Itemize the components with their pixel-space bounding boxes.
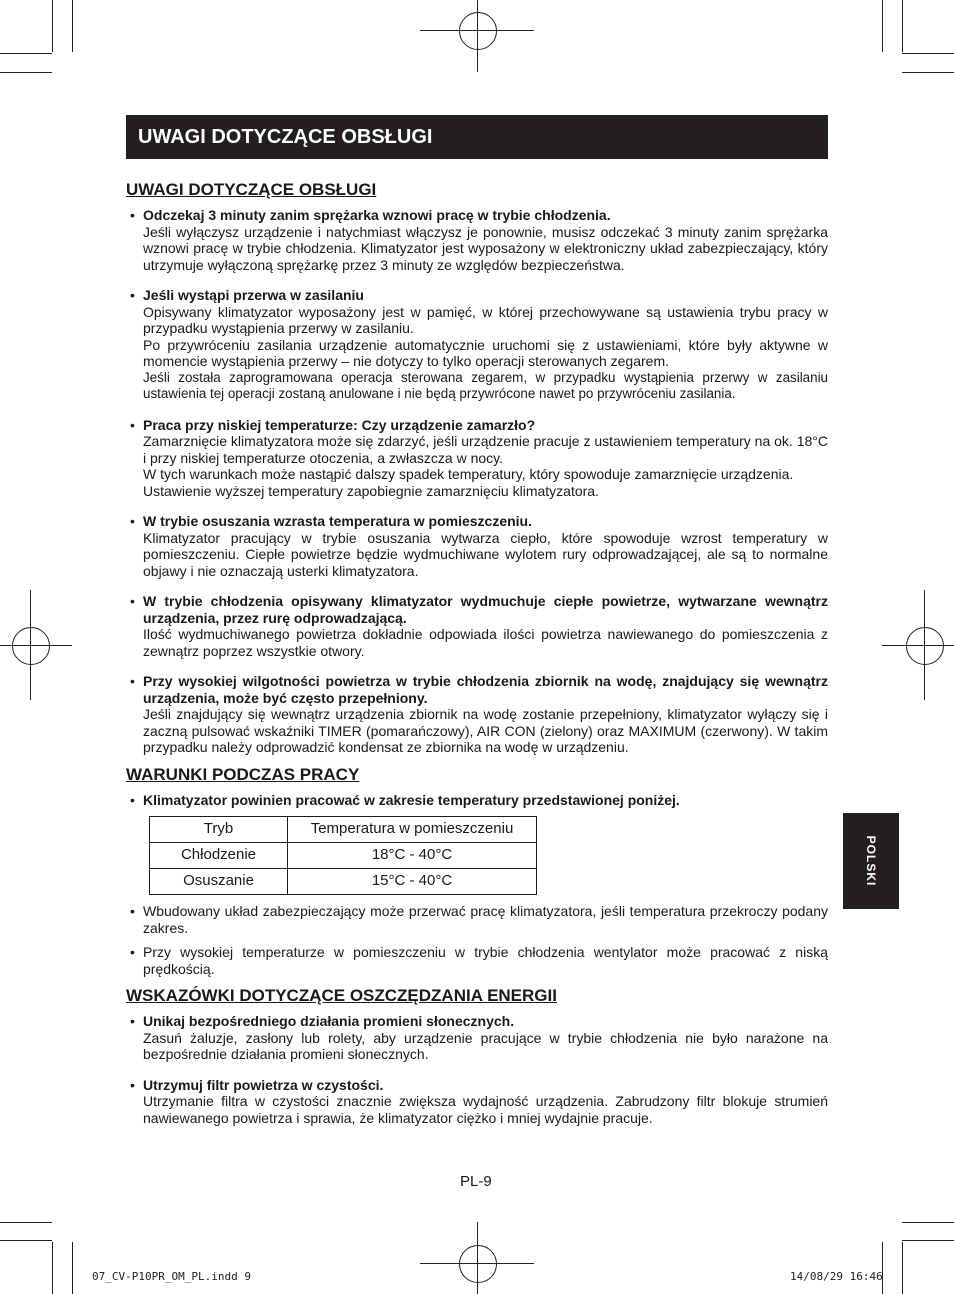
- crop-mark: [0, 1222, 52, 1223]
- page-number: PL-9: [460, 1173, 492, 1190]
- note-title: Jeśli wystąpi przerwa w zasilaniu: [143, 287, 364, 303]
- table-cell: 18°C - 40°C: [288, 843, 537, 869]
- note-item: [126, 903, 828, 936]
- bullet: •: [130, 903, 135, 919]
- note-text: Zasuń żaluzje, zasłony lub rolety, aby urządzenie pracujące w trybie chłodzenia nie było narażone na bezpośrednie działania promieni słonecznych.: [143, 1029, 828, 1062]
- note-item: [126, 1013, 828, 1063]
- bullet: •: [130, 416, 135, 433]
- note-item: [126, 593, 828, 659]
- note-item: [126, 287, 828, 403]
- crop-mark: [52, 1242, 53, 1294]
- bullet: •: [130, 673, 135, 689]
- note-item: [126, 1077, 828, 1127]
- crop-mark: [0, 53, 52, 54]
- note-item: [126, 513, 828, 579]
- note-text: Ilość wydmuchiwanego powietrza dokładnie odpowiada ilości powietrza nawiewanego do pomieszczenia z zewnątrz poprzez wszystkie otwory.: [143, 626, 828, 659]
- note-text: Ustawienie wyższej temperatury zapobiegnie zamarznięciu klimatyzatora.: [143, 482, 599, 499]
- note-title: Odczekaj 3 minuty zanim sprężarka wznowi pracę w trybie chłodzenia.: [143, 207, 611, 223]
- note-title: W trybie chłodzenia opisywany klimatyzator wydmuchuje ciepłe powietrze, wytwarzane wewnątrz urządzenia, przez rurę odprowadzającą.: [143, 593, 828, 626]
- temperature-range-table: [149, 816, 537, 895]
- crop-mark: [0, 1240, 52, 1241]
- crop-mark: [0, 72, 52, 73]
- note-text: Jeśli wyłączysz urządzenie i natychmiast włączysz je ponownie, musisz odczekać 3 minuty zanim sprężarka wznowi pracę w trybie chłodzenia. Klimatyzator jest wyposażony w elektroniczny układ zabezpieczający, który utrzymuje wyłączoną sprężarkę przez 3 minuty ze względów bezpieczeństwa.: [143, 223, 828, 273]
- table-header-cell: Tryb: [150, 817, 288, 843]
- note-title: Praca przy niskiej temperaturze: Czy urządzenie zamarzło?: [143, 416, 536, 433]
- note-title: W trybie osuszania wzrasta temperatura w pomieszczeniu.: [143, 513, 532, 529]
- content: [126, 179, 828, 1126]
- crop-mark: [902, 1242, 903, 1294]
- note-text: Utrzymanie filtra w czystości znacznie zwiększa wydajność urządzenia. Zabrudzony filtr blokuje strumień nawiewanego powietrza i sprawia, że klimatyzator ciężko i mniej wydajnie pracuje.: [143, 1093, 828, 1126]
- note-text: Klimatyzator pracujący w trybie osuszania wytwarza ciepło, które spowoduje wzrost temperatury w pomieszczeniu. Ciepłe powietrze będzie wydmuchiwane wylotem rury odprowadzającej, ale są to normalne objawy i nie oznaczają usterki klimatyzatora.: [143, 529, 828, 579]
- note-item: [126, 673, 828, 756]
- bullet: •: [130, 1076, 135, 1093]
- crop-mark: [902, 72, 954, 73]
- table-row: [150, 869, 537, 895]
- bullet: •: [130, 1013, 135, 1029]
- crop-mark: [72, 0, 73, 52]
- crop-mark: [72, 1242, 73, 1294]
- table-row: [150, 843, 537, 869]
- page-title-banner: UWAGI DOTYCZĄCE OBSŁUGI: [126, 115, 828, 159]
- note-title: Przy wysokiej wilgotności powietrza w trybie chłodzenia zbiornik na wodę, znajdujący się wewnątrz urządzenia, może być często przepełniony.: [143, 673, 828, 706]
- note-item: [126, 417, 828, 500]
- bullet: •: [130, 513, 135, 529]
- language-tab-label: POLSKI: [864, 835, 878, 887]
- crop-mark: [902, 0, 903, 52]
- section-heading-operating-conditions: WARUNKI PODCZAS PRACY: [126, 764, 360, 784]
- bullet: •: [130, 944, 135, 960]
- section-heading-energy-saving: WSKAZÓWKI DOTYCZĄCE OSZCZĘDZANIA ENERGII: [126, 986, 557, 1005]
- bullet: •: [130, 791, 135, 808]
- note-text: Jeśli znajdujący się wewnątrz urządzenia zbiornik na wodę zostanie przepełniony, klimatyzator wyłączy się i zaczną pulsować wskaźniki TIMER (pomarańczowy), AIR CON (zielony) oraz MAXIMUM (czerwony). W takim przypadku należy odprowadzić kondensat ze zbiornika na wodę w urządzeniu.: [143, 706, 828, 755]
- bullet: •: [130, 593, 135, 609]
- note-item: [126, 207, 828, 273]
- table-header-row: [150, 817, 537, 843]
- bullet: •: [130, 207, 135, 223]
- table-cell: Chłodzenie: [150, 843, 288, 869]
- note-text: Jeśli została zaprogramowana operacja sterowana zegarem, w przypadku wystąpienia przerwy w zasilaniu ustawienia tej operacji zostaną anulowane i nie będą przywrócone nawet po przywróceniu zasilania.: [143, 369, 828, 401]
- note-text: W tych warunkach może nastąpić dalszy spadek temperatury, który spowoduje zamarznięcie urządzenia.: [143, 466, 794, 482]
- table-cell: Osuszanie: [150, 869, 288, 895]
- crop-mark: [902, 1222, 954, 1223]
- crop-mark: [52, 0, 53, 52]
- note-text: Po przywróceniu zasilania urządzenie automatycznie uruchomi się z ustawieniami, które były aktywne w momencie wystąpienia przerwy – nie dotyczy to tylko operacji sterowanych zegarem.: [143, 336, 828, 369]
- crop-mark: [882, 0, 883, 52]
- note-item: [126, 792, 828, 809]
- note-title: Utrzymuj filtr powietrza w czystości.: [143, 1076, 384, 1093]
- note-text: Przy wysokiej temperaturze w pomieszczeniu w trybie chłodzenia wentylator może pracować z niską prędkością.: [143, 944, 828, 977]
- bullet: •: [130, 287, 135, 303]
- crop-mark: [902, 1240, 954, 1241]
- print-slug-timestamp: 14/08/29 16:46: [790, 1270, 883, 1283]
- note-text: Opisywany klimatyzator wyposażony jest w pamięć, w której przechowywane są ustawienia trybu pracy w przypadku wystąpienia przerwy w zasilaniu.: [143, 303, 828, 336]
- note-title: Klimatyzator powinien pracować w zakresie temperatury przedstawionej poniżej.: [143, 791, 680, 808]
- section-heading-operation-notes: UWAGI DOTYCZĄCE OBSŁUGI: [126, 180, 377, 199]
- note-item: [126, 944, 828, 977]
- print-slug-filename: 07_CV-P10PR_OM_PL.indd 9: [92, 1270, 251, 1283]
- note-text: Zamarznięcie klimatyzatora może się zdarzyć, jeśli urządzenie pracuje z ustawieniem temperatury na ok. 18°C i przy niskiej temperaturze otoczenia, a zwłaszcza w nocy.: [143, 433, 828, 466]
- language-tab: [843, 813, 899, 909]
- crop-mark: [882, 1242, 883, 1294]
- note-title: Unikaj bezpośredniego działania promieni słonecznych.: [143, 1013, 515, 1029]
- note-text: Wbudowany układ zabezpieczający może przerwać pracę klimatyzatora, jeśli temperatura przekroczy podany zakres.: [143, 903, 828, 936]
- table-header-cell: Temperatura w pomieszczeniu: [288, 817, 537, 843]
- crop-mark: [902, 53, 954, 54]
- table-cell: 15°C - 40°C: [288, 869, 537, 895]
